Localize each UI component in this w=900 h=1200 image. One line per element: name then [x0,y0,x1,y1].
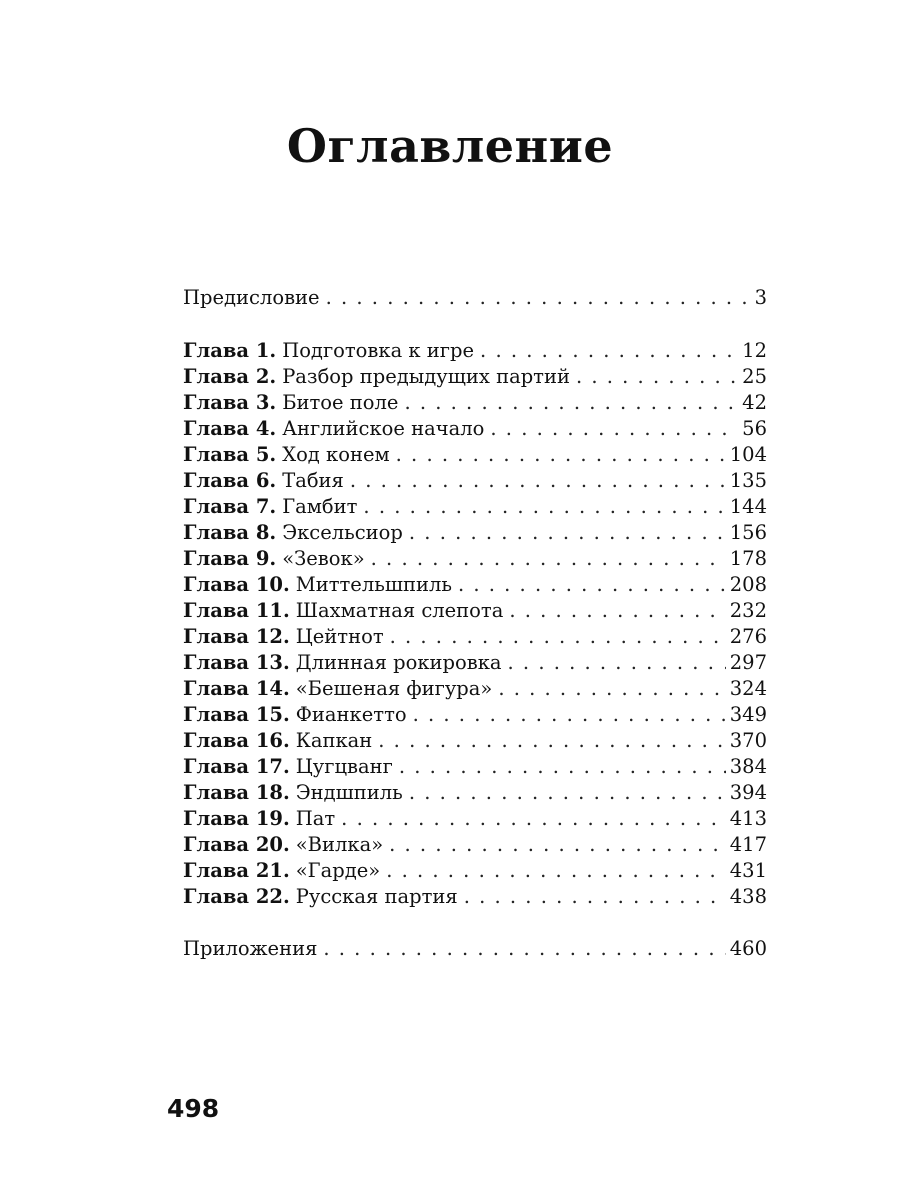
toc-chapter-label: Глава 14. [183,677,290,700]
toc-chapter-label: Глава 18. [183,781,290,804]
toc-dot-leader [389,832,726,858]
toc-dot-leader [480,338,738,364]
toc-entry-title: Шахматная слепота [295,599,504,622]
toc-entry-chapter [183,858,767,884]
toc-entry-chapter [183,416,767,442]
toc-entry-title: Миттельшпиль [295,573,452,596]
toc-chapter-label: Глава 21. [183,859,290,882]
toc-chapter-label: Глава 22. [183,885,290,908]
toc-dot-leader [498,676,725,702]
toc-chapter-label: Глава 1. [183,339,277,362]
toc-entry-page: 349 [729,703,767,726]
toc-dot-leader [399,754,726,780]
toc-chapter-label: Глава 5. [183,443,277,466]
toc-entry-chapter [183,650,767,676]
toc-entry-title: Эксельсиор [282,521,403,544]
toc-entry-page: 438 [729,885,767,908]
toc-entry-title: Битое поле [282,391,399,414]
page-number: 498 [167,1094,220,1123]
toc-dot-leader [378,728,725,754]
toc-entry-page: 104 [729,443,767,466]
toc-dot-leader [490,416,738,442]
toc-entry-title: Длинная рокировка [295,651,502,674]
toc-chapter-label: Глава 13. [183,651,290,674]
toc-entry-preface [183,285,767,311]
toc-chapter-label: Глава 11. [183,599,290,622]
toc-entry-title: Предисловие [183,286,320,309]
toc-dot-leader [341,806,726,832]
toc-entry-chapter [183,494,767,520]
toc-dot-leader [323,936,725,962]
toc-entry-appendix [183,936,767,962]
toc-chapter-label: Глава 9. [183,547,277,570]
toc-entry-page: 384 [729,755,767,778]
toc-entry-title: Английское начало [282,417,485,440]
toc-entry-title: Приложения [183,937,318,960]
toc-entry-title: «Бешеная фигура» [295,677,493,700]
toc-dot-leader [508,650,726,676]
toc-entry-page: 3 [754,286,767,309]
toc-entry-page: 431 [729,859,767,882]
toc-entry-page: 232 [729,599,767,622]
toc-entry-chapter [183,468,767,494]
toc-entry-page: 324 [729,677,767,700]
toc-dot-leader [464,884,726,910]
toc-entry-chapter [183,390,767,416]
toc-dot-leader [326,285,751,311]
toc-entry-page: 178 [729,547,767,570]
toc-chapter-label: Глава 12. [183,625,290,648]
toc-dot-leader [386,858,726,884]
toc-entry-title: Гамбит [282,495,358,518]
toc-entry-chapter [183,832,767,858]
toc-entry-title: Фианкетто [295,703,407,726]
toc-dot-leader [390,624,726,650]
toc-entry-chapter [183,338,767,364]
toc-entry-page: 25 [742,365,767,388]
toc-chapter-label: Глава 10. [183,573,290,596]
toc-entry-chapter [183,754,767,780]
toc-chapter-label: Глава 7. [183,495,277,518]
toc-entry-page: 12 [742,339,767,362]
toc-entry-page: 135 [729,469,767,492]
toc-dot-leader [371,546,726,572]
toc-chapter-label: Глава 19. [183,807,290,830]
toc-entry-title: Ход конем [282,443,390,466]
toc-entry-chapter [183,442,767,468]
toc-entry-title: Пат [295,807,336,830]
toc-entry-chapter [183,546,767,572]
toc-chapter-label: Глава 2. [183,365,277,388]
page-title: Оглавление [286,119,614,173]
toc-entry-chapter [183,702,767,728]
toc-entry-chapter [183,780,767,806]
toc-dot-leader [396,442,726,468]
toc-dot-leader [409,520,726,546]
toc-entry-page: 417 [729,833,767,856]
toc-dot-leader [509,598,725,624]
toc-entry-title: «Зевок» [282,547,365,570]
toc-chapter-label: Глава 8. [183,521,277,544]
toc-entry-page: 276 [729,625,767,648]
toc-entry-page: 42 [742,391,767,414]
toc-dot-leader [576,364,738,390]
toc-entry-chapter [183,520,767,546]
toc-chapter-label: Глава 20. [183,833,290,856]
toc-entry-page: 394 [729,781,767,804]
toc-entry-title: Подготовка к игре [282,339,475,362]
toc-entry-chapter [183,598,767,624]
toc-dot-leader [413,702,726,728]
toc-entry-title: «Вилка» [295,833,384,856]
toc-entry-page: 208 [729,573,767,596]
toc-chapter-label: Глава 17. [183,755,290,778]
toc-dot-leader [458,572,726,598]
toc-entry-title: Эндшпиль [295,781,403,804]
toc-entry-chapter [183,728,767,754]
toc-entry-chapter [183,364,767,390]
toc-entry-title: «Гарде» [295,859,381,882]
toc-chapter-label: Глава 6. [183,469,277,492]
toc-entry-title: Табия [282,469,344,492]
toc-entry-page: 413 [729,807,767,830]
toc-entry-chapter [183,884,767,910]
toc-chapter-label: Глава 4. [183,417,277,440]
toc-entry-chapter [183,676,767,702]
toc-dot-leader [350,468,726,494]
toc-entry-title: Цейтнот [295,625,384,648]
toc-dot-leader [409,780,726,806]
toc-entry-page: 144 [729,495,767,518]
toc-dot-leader [404,390,738,416]
toc-entry-chapter [183,572,767,598]
toc-entry-page: 56 [742,417,767,440]
toc-chapter-label: Глава 16. [183,729,290,752]
toc-entry-chapter [183,806,767,832]
toc-chapter-label: Глава 15. [183,703,290,726]
toc-chapter-label: Глава 3. [183,391,277,414]
toc-entry-title: Цугцванг [295,755,393,778]
toc-entry-chapter [183,624,767,650]
toc-entry-title: Капкан [295,729,373,752]
toc-entry-title: Разбор предыдущих партий [282,365,570,388]
toc-entry-title: Русская партия [295,885,458,908]
toc-dot-leader [363,494,725,520]
toc-entry-page: 156 [729,521,767,544]
toc-entry-page: 460 [729,937,767,960]
toc-entry-page: 297 [729,651,767,674]
toc-entry-page: 370 [729,729,767,752]
